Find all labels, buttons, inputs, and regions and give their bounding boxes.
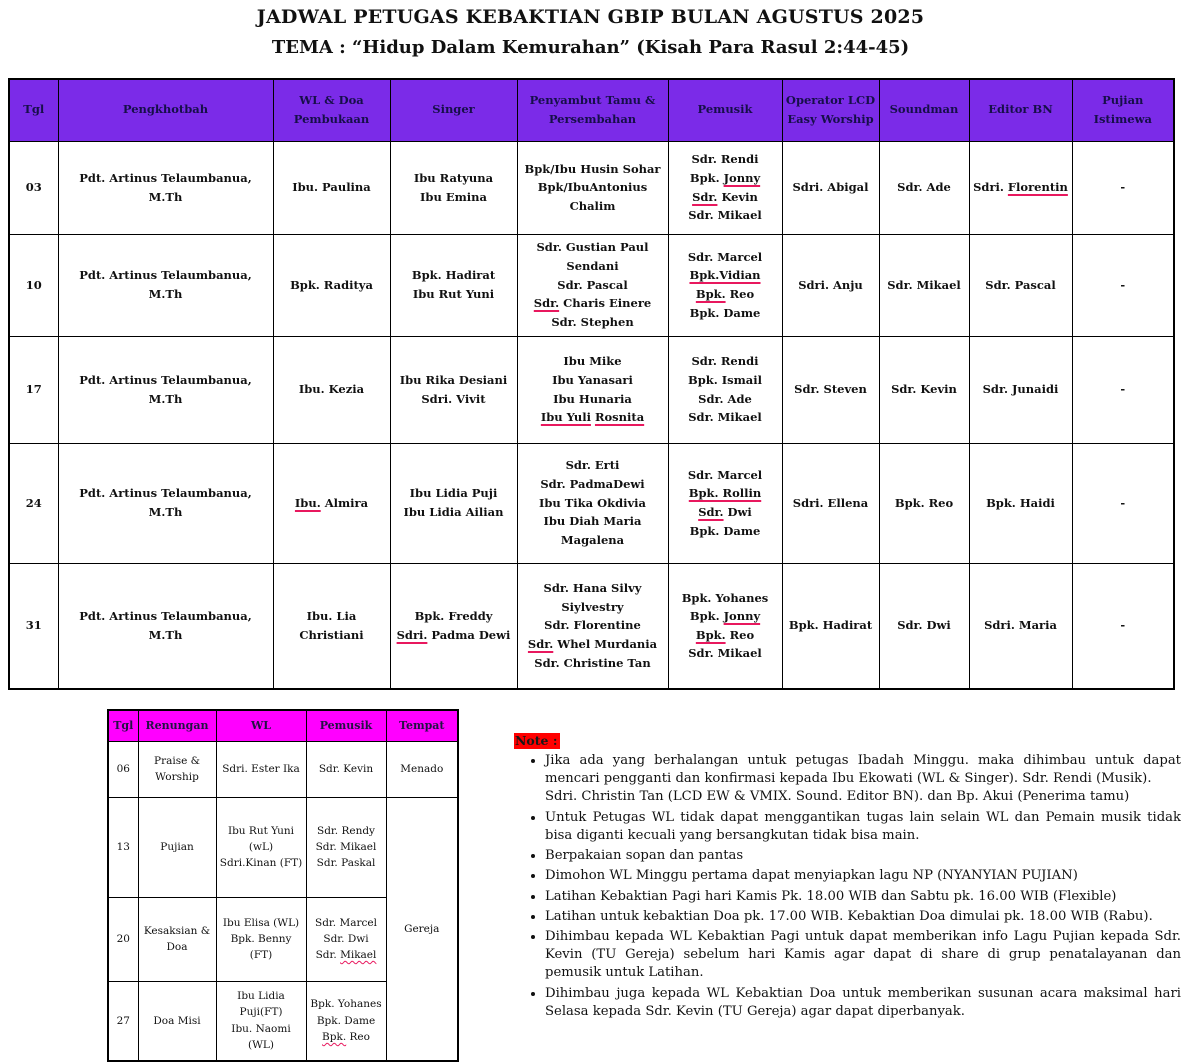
table-cell: [517, 234, 668, 336]
cell-line: Bpk. Yohanes: [310, 998, 382, 1011]
table-cell: [306, 797, 386, 897]
underlined-name: Ibu Yuli: [540, 410, 591, 425]
table-cell: [273, 443, 390, 563]
note-label: Note :: [514, 733, 560, 749]
column-header: Tgl: [108, 710, 138, 741]
column-header: Tempat: [386, 710, 458, 741]
cell-line: Pdt. Artinus Telaumbanua, M.Th: [79, 372, 252, 406]
main-table-head: [9, 79, 1174, 141]
table-cell: [273, 336, 390, 443]
underlined-name: Sdri.: [396, 627, 428, 642]
table-cell: [273, 563, 390, 689]
table-row: [9, 234, 1174, 336]
cell-line: Sdr. Rendy: [317, 824, 375, 837]
cell-line: Gereja: [404, 922, 440, 935]
table-cell: [108, 797, 138, 897]
main-table-body: [9, 141, 1174, 689]
table-cell: [390, 443, 517, 563]
underlined-name: Sdr.: [527, 637, 554, 652]
underlined-name: Rosnita: [594, 410, 645, 425]
table-cell: [1072, 234, 1174, 336]
table-cell: [782, 443, 879, 563]
column-header: Pujian Istimewa: [1072, 79, 1174, 141]
table-cell: [879, 443, 969, 563]
note-item: [545, 847, 1181, 865]
table-cell: [390, 336, 517, 443]
table-cell: [58, 234, 273, 336]
cell-line: Sdr. Mikael: [688, 410, 762, 425]
cell-line: 17: [25, 382, 42, 397]
name-text: Reo: [725, 627, 755, 642]
cell-line: Sdri. Ellena: [792, 495, 869, 510]
cell-line: Pdt. Artinus Telaumbanua, M.Th: [79, 486, 252, 519]
cell-line: [972, 178, 1070, 197]
note-item: [545, 928, 1181, 983]
cell-line: Sdr. Christine Tan: [534, 655, 651, 670]
table-cell: [216, 741, 306, 797]
cell-line: [520, 408, 666, 427]
cell-line: Sdr. Stephen: [551, 314, 634, 329]
cell-line: Sdri. Vivit: [421, 391, 486, 406]
table-cell: [668, 563, 782, 689]
table-cell: [9, 563, 58, 689]
cell-line: Sdri. Ester Ika: [222, 762, 300, 775]
underlined-name: Bpk.Vidian: [689, 268, 761, 283]
cell-line: [671, 285, 780, 304]
cell-line: Bpk. Hadirat: [788, 618, 873, 633]
cell-line: Sendani: [566, 259, 619, 274]
name-text: Bpk.: [689, 609, 724, 624]
underlined-name: Bpk.: [695, 287, 726, 301]
table-cell: [58, 563, 273, 689]
cell-line: Ibu Elisa (WL): [222, 916, 300, 929]
name-text: Almira: [320, 495, 369, 510]
cell-line: Bpk/Ibu Husin Sohar: [524, 161, 661, 176]
cell-line: Sdr. Marcel: [687, 249, 763, 264]
cell-line: Ibu. Naomi (WL): [231, 1022, 291, 1052]
cell-line: Sdr. Mikael: [315, 840, 377, 853]
underlined-name: Mikael: [340, 949, 377, 962]
cell-line: Bpk. Haidi: [986, 495, 1055, 510]
underlined-name: Jonny: [723, 170, 761, 185]
note-line: Sdri. Christin Tan (LCD EW & VMIX. Sound. Editor BN). dan Bp. Akui (Penerima tamu): [545, 789, 1130, 805]
cell-line: 03: [25, 180, 42, 195]
cell-line: 13: [116, 840, 130, 853]
table-cell: [306, 741, 386, 797]
table-cell: [58, 141, 273, 234]
cell-line: Kesaksian &: [143, 924, 211, 937]
cell-line: -: [1120, 180, 1126, 195]
cell-line: Bpk. Freddy: [414, 609, 493, 624]
name-text: Kevin: [717, 189, 758, 204]
cell-line: Bpk. Dame: [689, 305, 761, 320]
note-line: • Dihimbau kepada WL Kebaktian Pagi untuk dapat memberikan info Lagu Pujian kepada Sdr. Kevin (TU Gereja) sebelum hari Kamis agar dapat di share di grup penatalayanan dan pemusik untuk Latihan.: [545, 928, 1181, 981]
column-header: Pengkhotbah: [58, 79, 273, 141]
cell-line: Ibu Rika Desiani: [399, 372, 508, 387]
cell-line: Sdr. Marcel: [315, 916, 377, 929]
table-cell: [969, 563, 1072, 689]
table-cell: [969, 336, 1072, 443]
underlined-name: Sdr.: [533, 296, 560, 311]
table-cell: [386, 741, 458, 797]
table-cell: [273, 141, 390, 234]
cell-line: [309, 1029, 384, 1045]
cell-line: Sdr. Ade: [897, 180, 951, 195]
table-row: [9, 141, 1174, 234]
underlined-name: Bpk. Rollin: [688, 486, 762, 501]
cell-line: [393, 626, 515, 645]
name-text: Charis Einere: [559, 296, 652, 311]
note-line: • Latihan untuk kebaktian Doa pk. 17.00 WIB. Kebaktian Doa dimulai pk. 18.00 WIB (Rabu).: [545, 908, 1153, 924]
cell-line: Sdr. Gustian Paul: [536, 240, 649, 255]
column-header: Operator LCD Easy Worship: [782, 79, 879, 141]
mini-table-wrap: [107, 709, 459, 1062]
cell-line: -: [1120, 277, 1126, 292]
cell-line: Sdr. Mikael: [887, 277, 961, 292]
cell-line: [276, 494, 388, 513]
name-text: Sdr.: [315, 949, 341, 962]
cell-line: Sdr. Marcel: [687, 467, 763, 482]
cell-line: Sdri.Kinan (FT): [219, 857, 303, 870]
cell-line: Sdri. Abigal: [792, 180, 869, 195]
table-cell: [1072, 336, 1174, 443]
cell-line: [309, 947, 384, 963]
note-line: • Dihimbau juga kepada WL Kebaktian Doa untuk memberikan susunan acara maksimal hari Selasa kepada Sdr. Kevin (TU Gereja) agar dapat diperbanyak.: [545, 985, 1181, 1019]
table-cell: [668, 443, 782, 563]
underlined-name: Sdr.: [698, 505, 724, 519]
cell-line: 24: [25, 495, 42, 510]
cell-line: Pujian: [160, 840, 194, 853]
table-cell: [879, 563, 969, 689]
cell-line: Bpk. Dame: [689, 523, 761, 538]
table-row: [108, 797, 458, 897]
cell-line: [671, 188, 780, 207]
table-cell: [969, 443, 1072, 563]
cell-line: [671, 626, 780, 645]
cell-line: [671, 607, 780, 626]
table-cell: [782, 141, 879, 234]
cell-line: Chalim: [569, 198, 616, 213]
page-theme: TEMA : “Hidup Dalam Kemurahan” (Kisah Para Rasul 2:44-45): [271, 37, 910, 58]
table-cell: [517, 443, 668, 563]
table-cell: [390, 234, 517, 336]
cell-line: Pdt. Artinus Telaumbanua, M.Th: [79, 609, 252, 642]
note-item: [545, 888, 1181, 906]
cell-line: Ibu Rut Yuni: [412, 287, 495, 301]
table-cell: [138, 797, 216, 897]
cell-line: Doa: [166, 941, 188, 953]
cell-line: Ibu Diah Maria: [543, 514, 642, 529]
cell-line: -: [1120, 618, 1126, 633]
table-cell: [390, 141, 517, 234]
table-cell: [668, 234, 782, 336]
column-header: WL & Doa Pembukaan: [273, 79, 390, 141]
table-cell: [1072, 563, 1174, 689]
mini-schedule-table: [107, 709, 459, 1062]
cell-line: Sdr. Dwi: [897, 618, 951, 633]
table-cell: [969, 234, 1072, 336]
column-header: Penyambut Tamu & Persembahan: [517, 79, 668, 141]
note-list: [514, 752, 1181, 1021]
note-line: • Latihan Kebaktian Pagi hari Kamis Pk. 18.00 WIB dan Sabtu pk. 16.00 WIB (Flexible): [545, 888, 1117, 904]
cell-line: Praise &: [154, 754, 200, 767]
cell-line: -: [1120, 495, 1126, 510]
notes-section: [514, 709, 1181, 1023]
note-item: [545, 908, 1181, 926]
cell-line: Bpk. Hadirat: [411, 268, 496, 283]
cell-line: Ibu. Lia Christiani: [299, 609, 364, 642]
underlined-name: Bpk.: [322, 1030, 347, 1043]
column-header: Singer: [390, 79, 517, 141]
cell-line: Sdr. Kevin: [891, 382, 957, 397]
table-cell: [306, 897, 386, 981]
cell-line: Sdr. Pascal: [985, 277, 1056, 292]
column-header: Pemusik: [668, 79, 782, 141]
cell-line: 27: [116, 1014, 130, 1027]
cell-line: Worship: [155, 771, 199, 783]
cell-line: 06: [116, 762, 130, 775]
cell-line: -: [1120, 382, 1126, 397]
cell-line: Doa Misi: [153, 1014, 201, 1027]
cell-line: Ibu Lidia Ailian: [403, 505, 504, 519]
table-cell: [108, 897, 138, 981]
cell-line: Ibu Lidia Puji(FT): [237, 990, 285, 1019]
table-row: [9, 443, 1174, 563]
table-cell: [1072, 141, 1174, 234]
table-row: [9, 336, 1174, 443]
cell-line: Sdr. Dwi: [323, 932, 369, 945]
cell-line: 20: [116, 932, 130, 945]
table-cell: [138, 741, 216, 797]
mini-table-body: [108, 741, 458, 1061]
table-cell: [517, 141, 668, 234]
cell-line: Ibu Emina: [420, 189, 487, 204]
cell-line: Sdr. Rendi: [691, 354, 759, 369]
table-cell: [879, 234, 969, 336]
table-cell: [9, 443, 58, 563]
table-cell: [517, 336, 668, 443]
table-cell: [782, 563, 879, 689]
cell-line: 31: [25, 618, 42, 633]
table-cell: [58, 443, 273, 563]
cell-line: Ibu Yanasari: [552, 372, 633, 387]
cell-line: Ibu Mike: [563, 354, 622, 369]
table-cell: [782, 336, 879, 443]
cell-line: Sdr. Florentine: [544, 618, 641, 633]
cell-line: Magalena: [560, 532, 625, 547]
cell-line: [671, 266, 780, 285]
cell-line: Sdr. Pascal: [557, 277, 628, 292]
cell-line: Ibu Lidia Puji: [409, 486, 498, 501]
mini-table-head: [108, 710, 458, 741]
underlined-name: Bpk.: [695, 627, 726, 642]
underlined-name: Florentin: [1007, 180, 1068, 195]
cell-line: [671, 169, 780, 188]
underlined-name: Jonny: [723, 609, 761, 624]
table-cell: [517, 563, 668, 689]
table-cell: [108, 981, 138, 1061]
cell-line: Bpk. Dame: [316, 1014, 376, 1027]
table-cell: [1072, 443, 1174, 563]
table-row: [108, 741, 458, 797]
table-cell: [390, 563, 517, 689]
cell-line: [671, 503, 780, 522]
cell-line: Bpk. Benny (FT): [230, 932, 292, 962]
cell-line: Sdri. Anju: [798, 277, 863, 292]
note-item: [545, 752, 1181, 807]
column-header: Pemusik: [306, 710, 386, 741]
column-header: Editor BN: [969, 79, 1072, 141]
name-text: Dwi: [723, 505, 752, 519]
cell-line: Pdt. Artinus Telaumbanua, M.Th: [79, 268, 252, 301]
cell-line: [671, 484, 780, 503]
table-cell: [969, 141, 1072, 234]
cell-line: Bpk. Yohanes: [681, 590, 769, 605]
name-text: Padma Dewi: [427, 627, 511, 642]
table-cell: [108, 741, 138, 797]
cell-line: Ibu. Kezia: [298, 382, 365, 397]
table-cell: [273, 234, 390, 336]
cell-line: Bpk. Reo: [894, 495, 954, 510]
table-cell: [879, 336, 969, 443]
cell-line: [520, 635, 666, 654]
cell-line: Bpk. Raditya: [290, 277, 373, 292]
table-cell: [879, 141, 969, 234]
cell-line: Sdr. Hana Silvy: [543, 581, 642, 596]
document-header: [0, 0, 1181, 58]
table-cell: [216, 981, 306, 1061]
cell-line: 10: [25, 277, 42, 292]
cell-line: [520, 294, 666, 313]
cell-line: Ibu Hunaria: [553, 391, 632, 406]
cell-line: Sdr. Junaidi: [982, 382, 1059, 397]
cell-line: Sdr. Steven: [794, 382, 867, 397]
cell-line: Ibu Ratyuna: [413, 170, 494, 185]
page-title: JADWAL PETUGAS KEBAKTIAN GBIP BULAN AGUSTUS 2025: [256, 6, 925, 28]
bottom-section: [0, 709, 1181, 1062]
table-cell: [216, 797, 306, 897]
cell-line: Siylvestry: [561, 599, 624, 614]
table-cell: [58, 336, 273, 443]
table-cell: [306, 981, 386, 1061]
table-cell: [9, 141, 58, 234]
underlined-name: Ibu.: [294, 495, 321, 510]
name-text: Reo: [725, 287, 755, 301]
cell-line: Pdt. Artinus Telaumbanua, M.Th: [79, 170, 252, 204]
name-text: Sdri.: [973, 180, 1008, 195]
cell-line: Sdr. Kevin: [318, 762, 374, 775]
name-text: Reo: [346, 1030, 370, 1043]
cell-line: Ibu Rut Yuni (wL): [227, 824, 295, 853]
cell-line: Sdr. Erti: [565, 458, 620, 473]
table-row: [9, 563, 1174, 689]
column-header: Renungan: [138, 710, 216, 741]
note-item: [545, 985, 1181, 1021]
cell-line: Sdr. Mikael: [688, 646, 762, 661]
table-cell: [782, 234, 879, 336]
table-cell: [138, 981, 216, 1061]
name-text: Bpk.: [689, 170, 724, 185]
main-schedule-table: [8, 78, 1175, 690]
cell-line: Sdr. Mikael: [688, 208, 762, 223]
cell-line: Bpk. Ismail: [688, 372, 762, 387]
cell-line: Ibu Tika Okdivia: [538, 495, 647, 510]
cell-line: Bpk/IbuAntonius: [537, 180, 648, 195]
cell-line: Sdr. Ade: [698, 391, 752, 406]
note-item: [545, 867, 1181, 885]
cell-line: Menado: [400, 762, 444, 775]
column-header: Soundman: [879, 79, 969, 141]
cell-line: Sdr. Rendi: [691, 152, 759, 167]
note-item: [545, 809, 1181, 845]
cell-line: Sdr. Paskal: [316, 857, 376, 870]
column-header: Tgl: [9, 79, 58, 141]
table-cell: [216, 897, 306, 981]
note-line: • Dimohon WL Minggu pertama dapat menyiapkan lagu NP (NYANYIAN PUJIAN): [545, 868, 1078, 884]
name-text: Whel Murdania: [553, 637, 658, 652]
cell-line: Sdri. Maria: [984, 618, 1057, 633]
table-cell: [138, 897, 216, 981]
table-cell: [386, 797, 458, 1061]
table-cell: [9, 336, 58, 443]
underlined-name: Sdr.: [692, 189, 718, 204]
table-cell: [9, 234, 58, 336]
cell-line: Ibu. Paulina: [292, 180, 371, 195]
note-line: • Untuk Petugas WL tidak dapat menggantikan tugas lain selain WL dan Pemain musik tidak bisa diganti kecuali yang bersangkutan tidak bisa main.: [545, 809, 1181, 843]
note-line: • Jika ada yang berhalangan untuk petugas Ibadah Minggu. maka dihimbau untuk dapat mencari pengganti dan konfirmasi kepada Ibu Ekowati (WL & Singer). Sdr. Rendi (Musik).: [545, 753, 1181, 787]
note-line: • Berpakaian sopan dan pantas: [545, 848, 744, 864]
table-cell: [668, 141, 782, 234]
table-cell: [668, 336, 782, 443]
column-header: WL: [216, 710, 306, 741]
cell-line: Sdr. PadmaDewi: [540, 477, 645, 492]
